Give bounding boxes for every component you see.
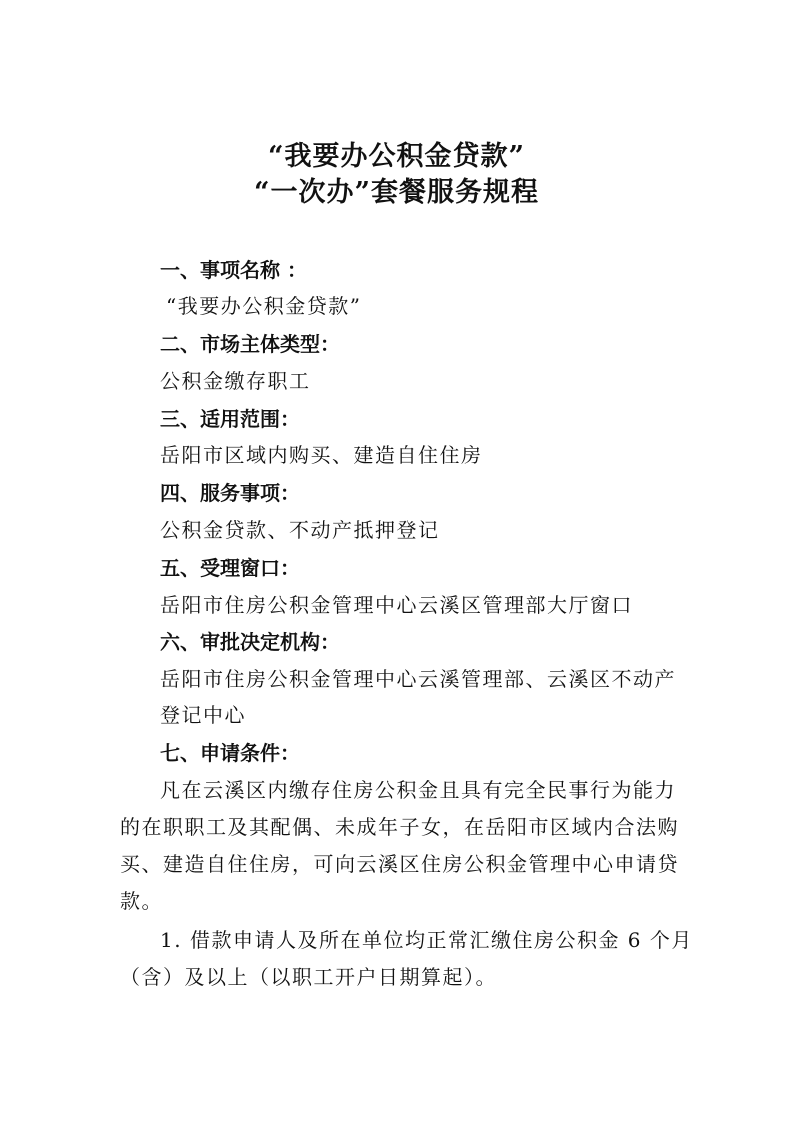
section-heading-scope: 三、适用范围： (160, 407, 300, 431)
document-title-line-1: “我要办公积金贷款” (267, 141, 526, 172)
section-heading-entity-type: 二、市场主体类型： (160, 332, 340, 356)
section-heading-services: 四、服务事项： (160, 481, 300, 505)
section-text-conditions-line-1: 凡在云溪区内缴存住房公积金且具有完全民事行为能力 (160, 778, 676, 802)
section-text-conditions-line-4: 款。 (120, 889, 163, 913)
section-heading-authority: 六、审批决定机构： (160, 630, 340, 654)
section-text-conditions-line-5: 1. 借款申请人及所在单位均正常汇缴住房公积金 6 个月 (160, 928, 693, 952)
section-text-conditions-line-2: 的在职职工及其配偶、未成年子女，在岳阳市区域内合法购 (120, 815, 679, 839)
section-heading-conditions: 七、申请条件： (160, 741, 300, 765)
section-text-authority-line-1: 岳阳市住房公积金管理中心云溪管理部、云溪区不动产 (160, 667, 676, 691)
section-text-window: 岳阳市住房公积金管理中心云溪区管理部大厅窗口 (160, 593, 633, 617)
section-text-item-name: “我要办公积金贷款” (166, 294, 362, 318)
section-heading-window: 五、受理窗口： (160, 556, 300, 580)
section-text-authority-line-2: 登记中心 (160, 703, 246, 727)
section-text-services: 公积金贷款、不动产抵押登记 (160, 518, 440, 542)
document-title-line-2: “一次办”套餐服务规程 (253, 177, 540, 208)
section-text-scope: 岳阳市区域内购买、建造自住住房 (160, 443, 483, 467)
section-heading-item-name: 一、事项名称 ： (160, 258, 307, 282)
section-text-conditions-line-6: （含）及以上（以职工开户日期算起）。 (120, 965, 497, 989)
section-text-entity-type: 公积金缴存职工 (160, 369, 311, 393)
section-text-conditions-line-3: 买、建造自住住房，可向云溪区住房公积金管理中心申请贷 (120, 852, 679, 876)
